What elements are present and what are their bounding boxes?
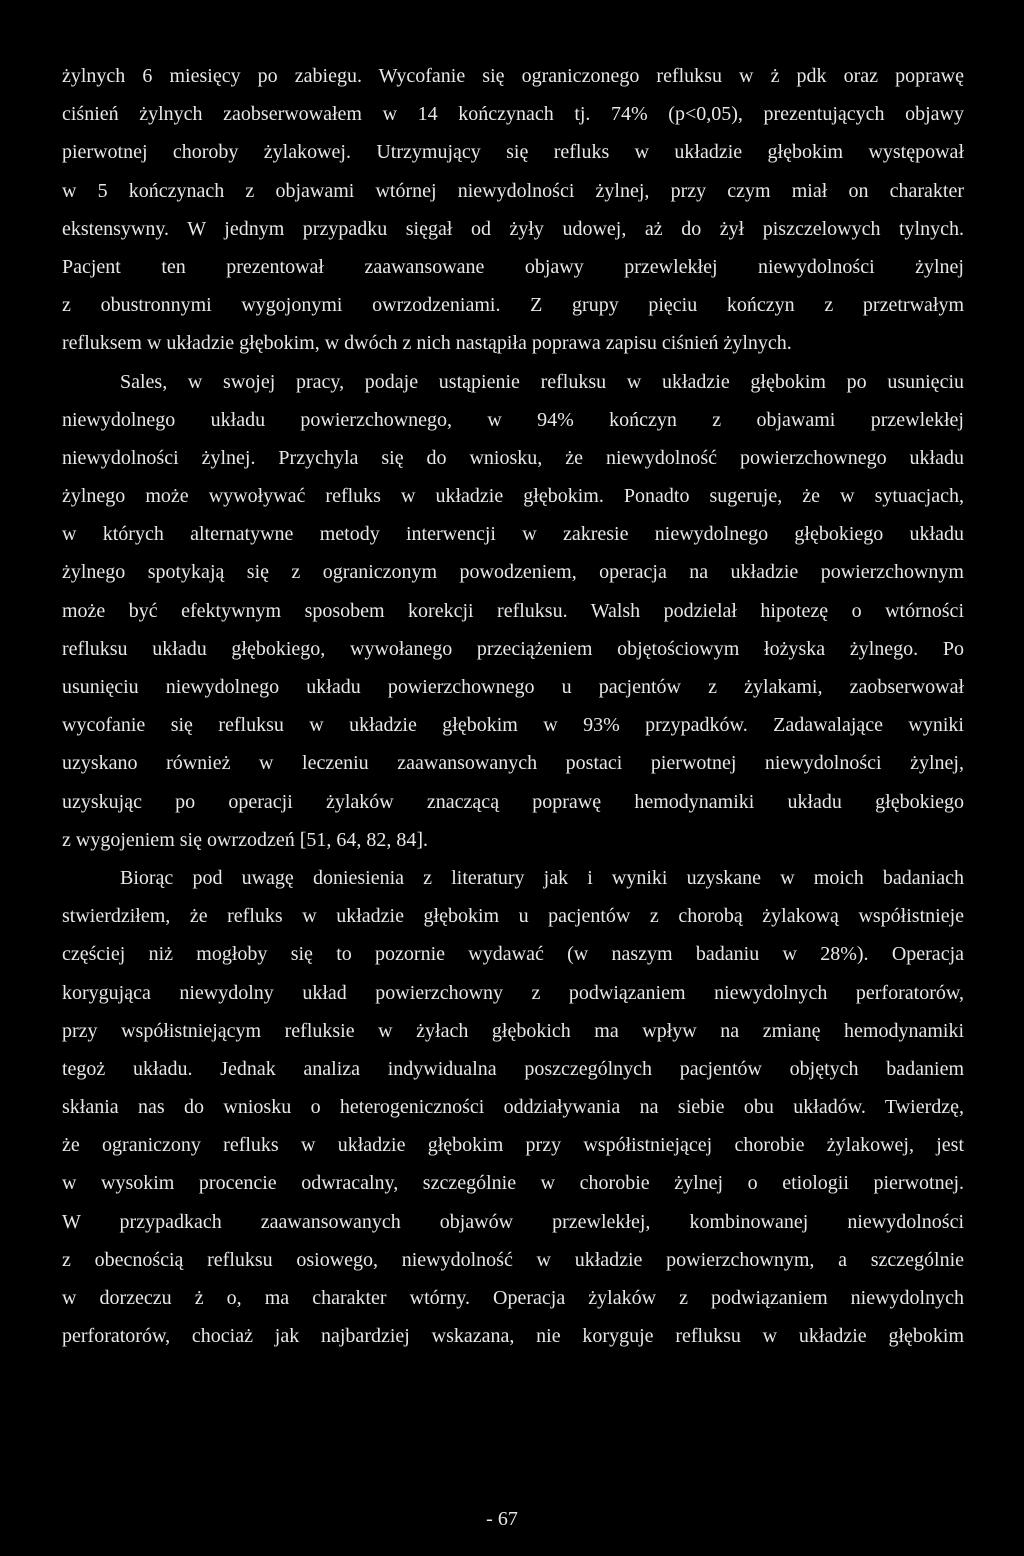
text-line: że ograniczony refluks w układzie głębokim przy współistniejącej chorobie żylakowej, jest: [62, 1134, 964, 1157]
text-line: Sales, w swojej pracy, podaje ustąpienie refluksu w układzie głębokim po usunięciu: [120, 370, 964, 393]
text-line: usunięciu niewydolnego układu powierzchownego u pacjentów z żylakami, zaobserwował: [62, 676, 964, 698]
text-line: perforatorów, chociaż jak najbardziej wskazana, nie koryguje refluksu w układzie głębokim: [62, 1325, 964, 1348]
text-line: tegoż układu. Jednak analiza indywidualna poszczególnych pacjentów objętych badaniem: [62, 1057, 964, 1080]
text-line: W przypadkach zaawansowanych objawów przewlekłej, kombinowanej niewydolności: [62, 1210, 964, 1233]
text-line: Biorąc pod uwagę doniesienia z literatury jak i wyniki uzyskane w moich badaniach: [120, 866, 964, 889]
text-line: Pacjent ten prezentował zaawansowane objawy przewlekłej niewydolności żylnej: [62, 255, 964, 278]
paragraph: [62, 363, 964, 859]
paragraph: [62, 859, 964, 1355]
text-line: żylnych 6 miesięcy po zabiegu. Wycofanie się ograniczonego refluksu w ż pdk oraz poprawę: [62, 65, 964, 87]
text-line: uzyskując po operacji żylaków znaczącą poprawę hemodynamiki układu głębokiego: [62, 790, 964, 813]
text-line: korygująca niewydolny układ powierzchowny z podwiązaniem niewydolnych perforatorów,: [62, 981, 964, 1004]
paragraph: [62, 57, 964, 363]
text-line: ekstensywny. W jednym przypadku sięgał od żyły udowej, aż do żył piszczelowych tylnych.: [62, 217, 964, 240]
text-line: wycofanie się refluksu w układzie głębokim w 93% przypadków. Zadawalające wyniki: [62, 714, 964, 737]
text-line: pierwotnej choroby żylakowej. Utrzymujący się refluks w układzie głębokim występował: [62, 141, 964, 164]
text-line: częściej niż mogłoby się to pozornie wydawać (w naszym badaniu w 28%). Operacja: [62, 943, 964, 966]
text-line: w 5 kończynach z objawami wtórnej niewydolności żylnej, przy czym miał on charakter: [62, 179, 964, 202]
text-line: ciśnień żylnych zaobserwowałem w 14 kończynach tj. 74% (p<0,05), prezentujących objawy: [62, 103, 964, 126]
text-line: refluksem w układzie głębokim, w dwóch z nich nastąpiła poprawa zapisu ciśnień żylnych.: [62, 332, 792, 355]
text-line: stwierdziłem, że refluks w układzie głębokim u pacjentów z chorobą żylakową współistnieje: [62, 905, 964, 928]
text-line: niewydolności żylnej. Przychyla się do wniosku, że niewydolność powierzchownego układu: [62, 446, 964, 469]
text-line: z wygojeniem się owrzodzeń [51, 64, 82, 84].: [62, 828, 429, 851]
page-number: [0, 1508, 1024, 1531]
text-line: refluksu układu głębokiego, wywołanego przeciążeniem objętościowym łożyska żylnego. Po: [62, 637, 964, 660]
text-line: skłania nas do wniosku o heterogeniczności oddziaływania na siebie obu układów. Twierdzę,: [62, 1096, 964, 1119]
body-text: [62, 57, 964, 1355]
text-line: z obecnością refluksu osiowego, niewydolność w układzie powierzchownym, a szczególnie: [62, 1248, 964, 1271]
text-line: w dorzeczu ż o, ma charakter wtórny. Operacja żylaków z podwiązaniem niewydolnych: [62, 1287, 964, 1309]
text-line: żylnego może wywoływać refluks w układzie głębokim. Ponadto sugeruje, że w sytuacjach,: [62, 485, 964, 508]
text-line: żylnego spotykają się z ograniczonym powodzeniem, operacja na układzie powierzchownym: [62, 561, 964, 584]
page-number-label: - 67: [486, 1508, 518, 1530]
text-line: w wysokim procencie odwracalny, szczególnie w chorobie żylnej o etiologii pierwotnej.: [62, 1172, 964, 1195]
text-line: przy współistniejącym refluksie w żyłach głębokich ma wpływ na zmianę hemodynamiki: [62, 1019, 964, 1042]
text-line: niewydolnego układu powierzchownego, w 94% kończyn z objawami przewlekłej: [62, 408, 964, 431]
text-line: z obustronnymi wygojonymi owrzodzeniami. Z grupy pięciu kończyn z przetrwałym: [62, 294, 964, 317]
text-line: może być efektywnym sposobem korekcji refluksu. Walsh podzielał hipotezę o wtórności: [62, 599, 964, 622]
text-line: w których alternatywne metody interwencji w zakresie niewydolnego głębokiego układu: [62, 523, 964, 546]
text-line: uzyskano również w leczeniu zaawansowanych postaci pierwotnej niewydolności żylnej,: [62, 752, 964, 775]
